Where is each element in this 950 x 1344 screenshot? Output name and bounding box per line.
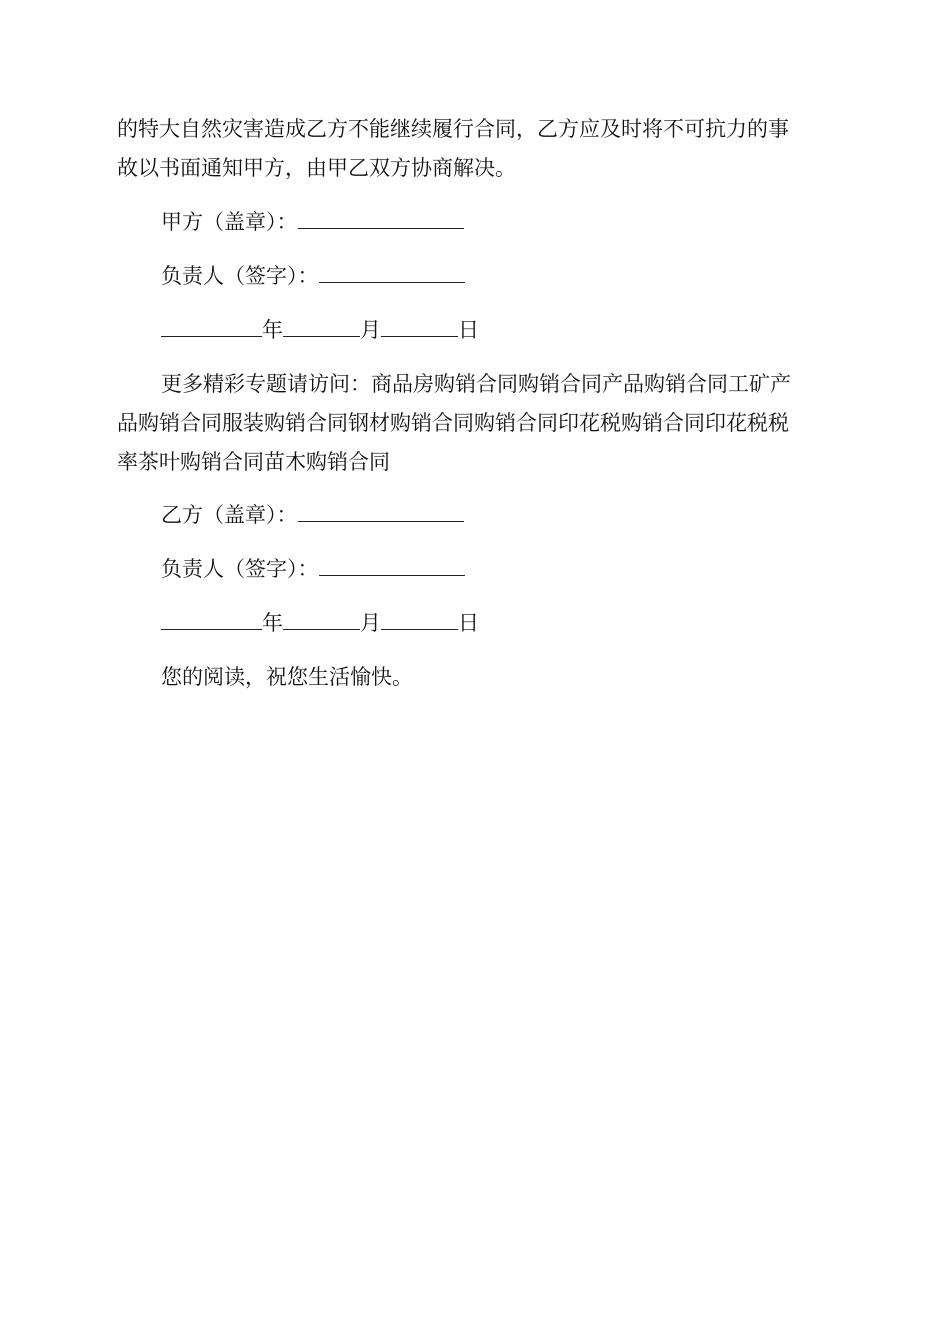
more-topics-line: 率茶叶购销合同苗木购销合同	[117, 450, 390, 474]
month-blank	[283, 320, 360, 337]
day-blank	[381, 320, 458, 337]
party-b-signer-blank	[319, 559, 465, 576]
year-label: 年	[262, 611, 283, 635]
more-topics-line: 更多精彩专题请访问：商品房购销合同购销合同产品购销合同工矿产	[161, 372, 791, 396]
day-label: 日	[458, 318, 479, 342]
party-a-seal-row	[161, 212, 881, 233]
party-b-date-row	[161, 613, 881, 634]
party-b-seal-label: 乙方（盖章）：	[161, 503, 298, 527]
party-b-signer-row	[161, 559, 881, 580]
month-blank	[283, 613, 360, 630]
party-a-date-row	[161, 320, 881, 341]
day-blank	[381, 613, 458, 630]
year-label: 年	[262, 318, 283, 342]
month-label: 月	[360, 318, 381, 342]
party-a-signer-label: 负责人（签字）：	[161, 264, 319, 288]
day-label: 日	[458, 611, 479, 635]
year-blank	[161, 320, 262, 337]
party-b-seal-row	[161, 505, 881, 526]
party-a-seal-label: 甲方（盖章）：	[161, 210, 298, 234]
paragraph-line: 故以书面通知甲方，由甲乙双方协商解决。	[117, 156, 516, 180]
more-topics-line: 品购销合同服装购销合同钢材购销合同购销合同印花税购销合同印花税税	[117, 411, 789, 435]
party-a-seal-blank	[298, 212, 464, 229]
paragraph-line: 的特大自然灾害造成乙方不能继续履行合同，乙方应及时将不可抗力的事	[117, 117, 789, 141]
party-b-signer-label: 负责人（签字）：	[161, 557, 319, 581]
party-a-signer-row	[161, 266, 881, 287]
party-b-seal-blank	[298, 505, 464, 522]
closing-line: 您的阅读，祝您生活愉快。	[161, 665, 413, 689]
month-label: 月	[360, 611, 381, 635]
year-blank	[161, 613, 262, 630]
party-a-signer-blank	[319, 266, 465, 283]
